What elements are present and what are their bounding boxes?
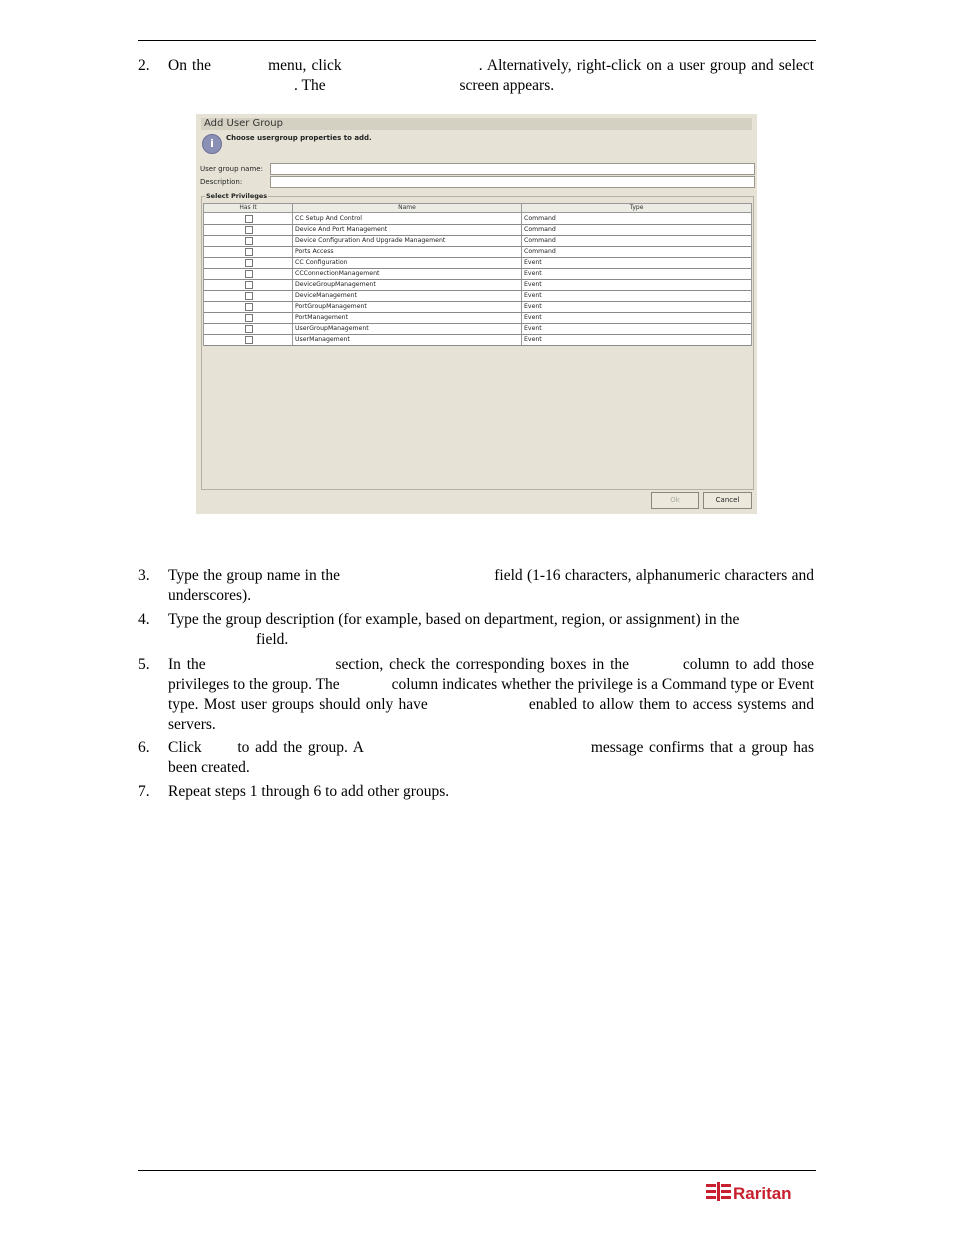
step-text: field. <box>256 631 289 648</box>
raritan-logo-text: Raritan <box>733 1184 792 1203</box>
step-2 <box>138 56 814 96</box>
group-name-input[interactable] <box>270 163 755 175</box>
step-text: menu, click <box>268 57 347 74</box>
step-text: field (1-16 characters, alphanumeric characters and underscores). <box>168 567 815 604</box>
has-it-checkbox[interactable] <box>245 237 253 245</box>
has-it-checkbox[interactable] <box>245 215 253 223</box>
privileges-table <box>203 203 752 346</box>
privilege-type: Event <box>524 281 542 288</box>
has-it-checkbox[interactable] <box>245 270 253 278</box>
group-name-label: User group name: <box>200 165 263 173</box>
step-text: column to add those privileges to the group. The <box>168 656 814 693</box>
step-number: 4. <box>138 611 150 628</box>
privilege-type: Event <box>524 336 542 343</box>
has-it-checkbox[interactable] <box>245 259 253 267</box>
privilege-name: DeviceGroupManagement <box>295 281 376 288</box>
add-user-group-dialog <box>196 114 757 514</box>
has-it-checkbox[interactable] <box>245 314 253 322</box>
privilege-name: DeviceManagement <box>295 292 357 299</box>
description-label: Description: <box>200 178 243 186</box>
step-text: column indicates whether the privilege is a Command type or Event type. Most user groups should only have <box>168 676 814 713</box>
footer-rule <box>138 1170 816 1171</box>
privilege-name: CC Setup And Control <box>295 215 362 222</box>
privilege-type: Event <box>524 303 542 310</box>
privilege-type: Event <box>524 292 542 299</box>
step-text: Type the group name in the <box>168 567 345 584</box>
step-text: Repeat steps 1 through 6 to add other groups. <box>168 783 450 800</box>
privilege-type: Command <box>524 215 556 222</box>
has-it-checkbox[interactable] <box>245 303 253 311</box>
privilege-name: PortManagement <box>295 314 349 321</box>
step-number: 7. <box>138 783 150 800</box>
step-5 <box>138 655 814 735</box>
privilege-type: Command <box>524 237 556 244</box>
step-3 <box>138 566 814 606</box>
step-text: enabled to allow them to access systems and servers. <box>168 696 814 733</box>
table-row[interactable] <box>204 334 751 346</box>
step-text: . The <box>294 77 330 94</box>
privilege-name: Device Configuration And Upgrade Management <box>295 237 446 244</box>
info-icon: i <box>202 134 222 154</box>
step-text: to add the group. A <box>237 739 369 756</box>
step-7 <box>138 782 814 802</box>
step-number: 5. <box>138 656 150 673</box>
cancel-button[interactable]: Cancel <box>703 492 752 509</box>
step-text: screen appears. <box>459 77 555 94</box>
step-text: On the <box>168 57 217 74</box>
step-text: . Alternatively, right-click on a user group and select <box>478 57 814 74</box>
has-it-checkbox[interactable] <box>245 336 253 344</box>
has-it-checkbox[interactable] <box>245 226 253 234</box>
privilege-name: CC Configuration <box>295 259 348 266</box>
privilege-name: PortGroupManagement <box>295 303 367 310</box>
col-name[interactable]: Name <box>293 204 521 213</box>
step-number: 6. <box>138 739 150 756</box>
dialog-title: Add User Group <box>201 118 752 130</box>
raritan-logo-mark <box>706 1182 731 1201</box>
col-type[interactable]: Type <box>522 204 751 213</box>
has-it-checkbox[interactable] <box>245 292 253 300</box>
privilege-type: Event <box>524 270 542 277</box>
step-text: Click <box>168 739 208 756</box>
has-it-checkbox[interactable] <box>245 325 253 333</box>
step-text: section, check the corresponding boxes in the <box>335 656 635 673</box>
description-input[interactable] <box>270 176 755 188</box>
dialog-subtitle: Choose usergroup properties to add. <box>226 134 372 142</box>
privileges-legend: Select Privileges <box>206 192 268 200</box>
privilege-type: Event <box>524 314 542 321</box>
privilege-name: UserGroupManagement <box>295 325 369 332</box>
has-it-checkbox[interactable] <box>245 281 253 289</box>
step-text: message confirms that a group has been created. <box>168 739 814 776</box>
privilege-type: Event <box>524 259 542 266</box>
step-6 <box>138 738 814 778</box>
privilege-name: Ports Access <box>295 248 334 255</box>
privilege-name: UserManagement <box>295 336 350 343</box>
privilege-name: Device And Port Management <box>295 226 388 233</box>
privilege-type: Event <box>524 325 542 332</box>
step-text: In the <box>168 656 212 673</box>
raritan-logo <box>706 1180 812 1204</box>
privilege-type: Command <box>524 248 556 255</box>
step-text: Type the group description (for example, based on department, region, or assignment) in the <box>168 611 740 628</box>
has-it-checkbox[interactable] <box>245 248 253 256</box>
privilege-name: CCConnectionManagement <box>295 270 380 277</box>
header-rule <box>138 40 816 41</box>
privilege-type: Command <box>524 226 556 233</box>
ok-button[interactable]: Ok <box>651 492 699 509</box>
step-number: 3. <box>138 567 150 584</box>
col-has-it[interactable]: Has It <box>204 204 292 213</box>
step-number: 2. <box>138 57 150 74</box>
step-4 <box>138 610 814 650</box>
